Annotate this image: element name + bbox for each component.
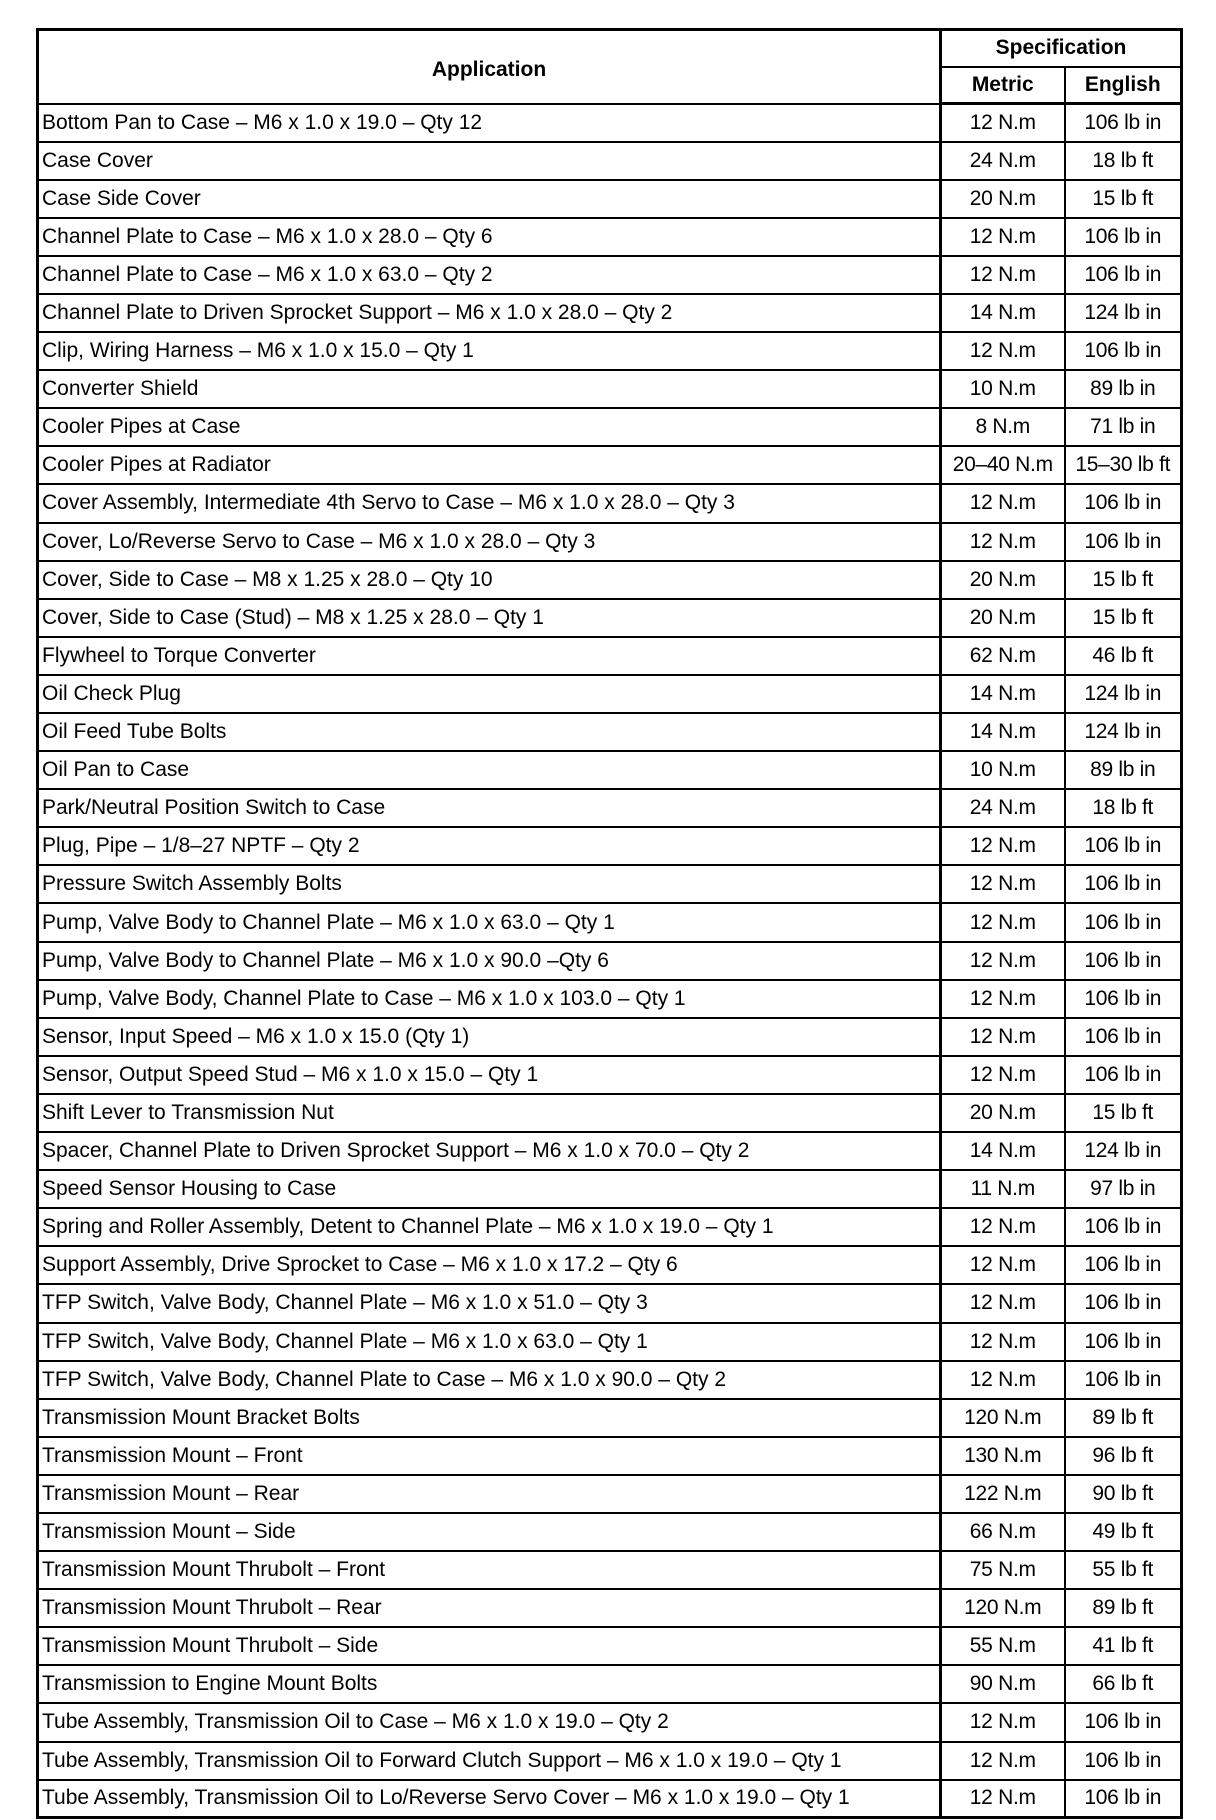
table-row xyxy=(38,256,1182,294)
english-cell: 106 lb in xyxy=(1065,1780,1182,1818)
table-header xyxy=(38,30,1182,104)
table-row xyxy=(38,1361,1182,1399)
english-cell: 66 lb ft xyxy=(1065,1665,1182,1703)
english-cell: 106 lb in xyxy=(1065,256,1182,294)
english-cell: 55 lb ft xyxy=(1065,1551,1182,1589)
application-cell: Pump, Valve Body to Channel Plate – M6 x 1.0 x 90.0 –Qty 6 xyxy=(38,942,941,980)
application-cell: Support Assembly, Drive Sprocket to Case – M6 x 1.0 x 17.2 – Qty 6 xyxy=(38,1246,941,1284)
english-cell: 71 lb in xyxy=(1065,408,1182,446)
metric-cell: 12 N.m xyxy=(941,256,1065,294)
application-cell: Transmission Mount – Rear xyxy=(38,1475,941,1513)
table-row xyxy=(38,751,1182,789)
english-cell: 89 lb ft xyxy=(1065,1399,1182,1437)
application-cell: Cover Assembly, Intermediate 4th Servo to Case – M6 x 1.0 x 28.0 – Qty 3 xyxy=(38,484,941,522)
application-cell: Tube Assembly, Transmission Oil to Forward Clutch Support – M6 x 1.0 x 19.0 – Qty 1 xyxy=(38,1742,941,1780)
metric-cell: 12 N.m xyxy=(941,980,1065,1018)
table-row xyxy=(38,332,1182,370)
table-row xyxy=(38,1703,1182,1741)
application-cell: Cover, Side to Case – M8 x 1.25 x 28.0 – Qty 10 xyxy=(38,561,941,599)
fastener-specification-table xyxy=(36,28,1183,1819)
metric-cell: 120 N.m xyxy=(941,1399,1065,1437)
application-cell: Oil Pan to Case xyxy=(38,751,941,789)
table-row xyxy=(38,942,1182,980)
english-cell: 15 lb ft xyxy=(1065,561,1182,599)
table-row xyxy=(38,1399,1182,1437)
application-cell: Converter Shield xyxy=(38,370,941,408)
english-cell: 106 lb in xyxy=(1065,1703,1182,1741)
english-cell: 41 lb ft xyxy=(1065,1627,1182,1665)
table-row xyxy=(38,142,1182,180)
application-cell: Cooler Pipes at Case xyxy=(38,408,941,446)
metric-cell: 14 N.m xyxy=(941,294,1065,332)
specification-header: Specification xyxy=(941,30,1182,67)
table-row xyxy=(38,1056,1182,1094)
metric-header: Metric xyxy=(941,67,1065,104)
metric-cell: 12 N.m xyxy=(941,1742,1065,1780)
metric-cell: 12 N.m xyxy=(941,1246,1065,1284)
application-cell: Transmission Mount Thrubolt – Rear xyxy=(38,1589,941,1627)
english-cell: 106 lb in xyxy=(1065,1323,1182,1361)
table-row xyxy=(38,294,1182,332)
application-cell: Flywheel to Torque Converter xyxy=(38,637,941,675)
english-cell: 90 lb ft xyxy=(1065,1475,1182,1513)
english-cell: 15 lb ft xyxy=(1065,599,1182,637)
metric-cell: 75 N.m xyxy=(941,1551,1065,1589)
english-cell: 106 lb in xyxy=(1065,523,1182,561)
application-cell: Tube Assembly, Transmission Oil to Lo/Reverse Servo Cover – M6 x 1.0 x 19.0 – Qty 1 xyxy=(38,1780,941,1818)
metric-cell: 8 N.m xyxy=(941,408,1065,446)
table-row xyxy=(38,637,1182,675)
english-cell: 49 lb ft xyxy=(1065,1513,1182,1551)
metric-cell: 24 N.m xyxy=(941,789,1065,827)
table-row xyxy=(38,1170,1182,1208)
english-cell: 96 lb ft xyxy=(1065,1437,1182,1475)
metric-cell: 20 N.m xyxy=(941,561,1065,599)
english-cell: 46 lb ft xyxy=(1065,637,1182,675)
application-cell: Channel Plate to Driven Sprocket Support – M6 x 1.0 x 28.0 – Qty 2 xyxy=(38,294,941,332)
application-cell: Pressure Switch Assembly Bolts xyxy=(38,865,941,903)
english-cell: 97 lb in xyxy=(1065,1170,1182,1208)
metric-cell: 12 N.m xyxy=(941,332,1065,370)
english-cell: 124 lb in xyxy=(1065,675,1182,713)
table-row xyxy=(38,1018,1182,1056)
english-cell: 89 lb in xyxy=(1065,751,1182,789)
table-row xyxy=(38,980,1182,1018)
application-cell: Plug, Pipe – 1/8–27 NPTF – Qty 2 xyxy=(38,827,941,865)
table-row xyxy=(38,104,1182,142)
english-cell: 18 lb ft xyxy=(1065,789,1182,827)
english-cell: 106 lb in xyxy=(1065,1018,1182,1056)
table-row xyxy=(38,1246,1182,1284)
metric-cell: 12 N.m xyxy=(941,827,1065,865)
table-row xyxy=(38,523,1182,561)
english-cell: 15–30 lb ft xyxy=(1065,446,1182,484)
application-cell: Cover, Side to Case (Stud) – M8 x 1.25 x 28.0 – Qty 1 xyxy=(38,599,941,637)
application-cell: TFP Switch, Valve Body, Channel Plate – M6 x 1.0 x 51.0 – Qty 3 xyxy=(38,1284,941,1322)
metric-cell: 12 N.m xyxy=(941,903,1065,941)
table-row xyxy=(38,903,1182,941)
application-cell: Sensor, Output Speed Stud – M6 x 1.0 x 15.0 – Qty 1 xyxy=(38,1056,941,1094)
application-cell: Pump, Valve Body, Channel Plate to Case – M6 x 1.0 x 103.0 – Qty 1 xyxy=(38,980,941,1018)
english-cell: 89 lb in xyxy=(1065,370,1182,408)
application-cell: Clip, Wiring Harness – M6 x 1.0 x 15.0 – Qty 1 xyxy=(38,332,941,370)
table-row xyxy=(38,408,1182,446)
english-cell: 124 lb in xyxy=(1065,713,1182,751)
metric-cell: 12 N.m xyxy=(941,1284,1065,1322)
metric-cell: 12 N.m xyxy=(941,1056,1065,1094)
metric-cell: 12 N.m xyxy=(941,1780,1065,1818)
metric-cell: 14 N.m xyxy=(941,1132,1065,1170)
metric-cell: 62 N.m xyxy=(941,637,1065,675)
application-cell: TFP Switch, Valve Body, Channel Plate to Case – M6 x 1.0 x 90.0 – Qty 2 xyxy=(38,1361,941,1399)
table-row xyxy=(38,484,1182,522)
metric-cell: 12 N.m xyxy=(941,1323,1065,1361)
english-cell: 106 lb in xyxy=(1065,865,1182,903)
table-row xyxy=(38,865,1182,903)
table-row xyxy=(38,675,1182,713)
english-cell: 89 lb ft xyxy=(1065,1589,1182,1627)
metric-cell: 55 N.m xyxy=(941,1627,1065,1665)
application-cell: TFP Switch, Valve Body, Channel Plate – M6 x 1.0 x 63.0 – Qty 1 xyxy=(38,1323,941,1361)
table-row xyxy=(38,1551,1182,1589)
metric-cell: 10 N.m xyxy=(941,370,1065,408)
metric-cell: 11 N.m xyxy=(941,1170,1065,1208)
table-row xyxy=(38,1780,1182,1818)
table-row xyxy=(38,713,1182,751)
english-cell: 106 lb in xyxy=(1065,104,1182,142)
application-cell: Sensor, Input Speed – M6 x 1.0 x 15.0 (Qty 1) xyxy=(38,1018,941,1056)
application-cell: Speed Sensor Housing to Case xyxy=(38,1170,941,1208)
table-row xyxy=(38,1132,1182,1170)
english-cell: 106 lb in xyxy=(1065,218,1182,256)
metric-cell: 12 N.m xyxy=(941,865,1065,903)
table-row xyxy=(38,561,1182,599)
application-cell: Pump, Valve Body to Channel Plate – M6 x 1.0 x 63.0 – Qty 1 xyxy=(38,903,941,941)
metric-cell: 120 N.m xyxy=(941,1589,1065,1627)
english-cell: 15 lb ft xyxy=(1065,1094,1182,1132)
application-cell: Oil Feed Tube Bolts xyxy=(38,713,941,751)
application-cell: Oil Check Plug xyxy=(38,675,941,713)
table-row xyxy=(38,1208,1182,1246)
table-row xyxy=(38,180,1182,218)
english-cell: 106 lb in xyxy=(1065,942,1182,980)
application-cell: Spring and Roller Assembly, Detent to Channel Plate – M6 x 1.0 x 19.0 – Qty 1 xyxy=(38,1208,941,1246)
english-cell: 106 lb in xyxy=(1065,484,1182,522)
metric-cell: 14 N.m xyxy=(941,675,1065,713)
english-cell: 106 lb in xyxy=(1065,332,1182,370)
application-cell: Spacer, Channel Plate to Driven Sprocket Support – M6 x 1.0 x 70.0 – Qty 2 xyxy=(38,1132,941,1170)
english-cell: 106 lb in xyxy=(1065,903,1182,941)
application-header: Application xyxy=(38,30,941,104)
metric-cell: 12 N.m xyxy=(941,1703,1065,1741)
metric-cell: 12 N.m xyxy=(941,1361,1065,1399)
application-cell: Bottom Pan to Case – M6 x 1.0 x 19.0 – Qty 12 xyxy=(38,104,941,142)
metric-cell: 12 N.m xyxy=(941,1208,1065,1246)
metric-cell: 12 N.m xyxy=(941,523,1065,561)
application-cell: Channel Plate to Case – M6 x 1.0 x 63.0 – Qty 2 xyxy=(38,256,941,294)
english-cell: 106 lb in xyxy=(1065,980,1182,1018)
metric-cell: 10 N.m xyxy=(941,751,1065,789)
english-cell: 15 lb ft xyxy=(1065,180,1182,218)
metric-cell: 12 N.m xyxy=(941,104,1065,142)
table-row xyxy=(38,1513,1182,1551)
metric-cell: 14 N.m xyxy=(941,713,1065,751)
metric-cell: 12 N.m xyxy=(941,218,1065,256)
english-cell: 106 lb in xyxy=(1065,1361,1182,1399)
table-row xyxy=(38,1589,1182,1627)
table-row xyxy=(38,1284,1182,1322)
english-cell: 124 lb in xyxy=(1065,294,1182,332)
application-cell: Transmission Mount – Side xyxy=(38,1513,941,1551)
metric-cell: 12 N.m xyxy=(941,1018,1065,1056)
application-cell: Case Cover xyxy=(38,142,941,180)
application-cell: Case Side Cover xyxy=(38,180,941,218)
metric-cell: 12 N.m xyxy=(941,484,1065,522)
english-cell: 106 lb in xyxy=(1065,1208,1182,1246)
metric-cell: 20 N.m xyxy=(941,1094,1065,1132)
table-row xyxy=(38,218,1182,256)
application-cell: Park/Neutral Position Switch to Case xyxy=(38,789,941,827)
english-cell: 124 lb in xyxy=(1065,1132,1182,1170)
metric-cell: 20 N.m xyxy=(941,599,1065,637)
table-row xyxy=(38,789,1182,827)
table-row xyxy=(38,1094,1182,1132)
application-cell: Transmission Mount Thrubolt – Side xyxy=(38,1627,941,1665)
metric-cell: 24 N.m xyxy=(941,142,1065,180)
english-header: English xyxy=(1065,67,1182,104)
metric-cell: 66 N.m xyxy=(941,1513,1065,1551)
metric-cell: 122 N.m xyxy=(941,1475,1065,1513)
table-row xyxy=(38,1437,1182,1475)
header-row-top xyxy=(38,30,1182,67)
metric-cell: 20 N.m xyxy=(941,180,1065,218)
english-cell: 106 lb in xyxy=(1065,1742,1182,1780)
table-row xyxy=(38,1742,1182,1780)
application-cell: Channel Plate to Case – M6 x 1.0 x 28.0 – Qty 6 xyxy=(38,218,941,256)
metric-cell: 12 N.m xyxy=(941,942,1065,980)
table-row xyxy=(38,446,1182,484)
english-cell: 106 lb in xyxy=(1065,827,1182,865)
application-cell: Transmission Mount Bracket Bolts xyxy=(38,1399,941,1437)
metric-cell: 20–40 N.m xyxy=(941,446,1065,484)
english-cell: 106 lb in xyxy=(1065,1246,1182,1284)
table-row xyxy=(38,1627,1182,1665)
table-row xyxy=(38,370,1182,408)
application-cell: Transmission Mount Thrubolt – Front xyxy=(38,1551,941,1589)
application-cell: Shift Lever to Transmission Nut xyxy=(38,1094,941,1132)
english-cell: 106 lb in xyxy=(1065,1284,1182,1322)
application-cell: Cover, Lo/Reverse Servo to Case – M6 x 1.0 x 28.0 – Qty 3 xyxy=(38,523,941,561)
application-cell: Cooler Pipes at Radiator xyxy=(38,446,941,484)
application-cell: Transmission to Engine Mount Bolts xyxy=(38,1665,941,1703)
table-row xyxy=(38,1665,1182,1703)
english-cell: 106 lb in xyxy=(1065,1056,1182,1094)
metric-cell: 90 N.m xyxy=(941,1665,1065,1703)
application-cell: Transmission Mount – Front xyxy=(38,1437,941,1475)
english-cell: 18 lb ft xyxy=(1065,142,1182,180)
table-row xyxy=(38,827,1182,865)
table-body xyxy=(38,104,1182,1818)
metric-cell: 130 N.m xyxy=(941,1437,1065,1475)
table-row xyxy=(38,1475,1182,1513)
table-row xyxy=(38,1323,1182,1361)
application-cell: Tube Assembly, Transmission Oil to Case – M6 x 1.0 x 19.0 – Qty 2 xyxy=(38,1703,941,1741)
table-row xyxy=(38,599,1182,637)
